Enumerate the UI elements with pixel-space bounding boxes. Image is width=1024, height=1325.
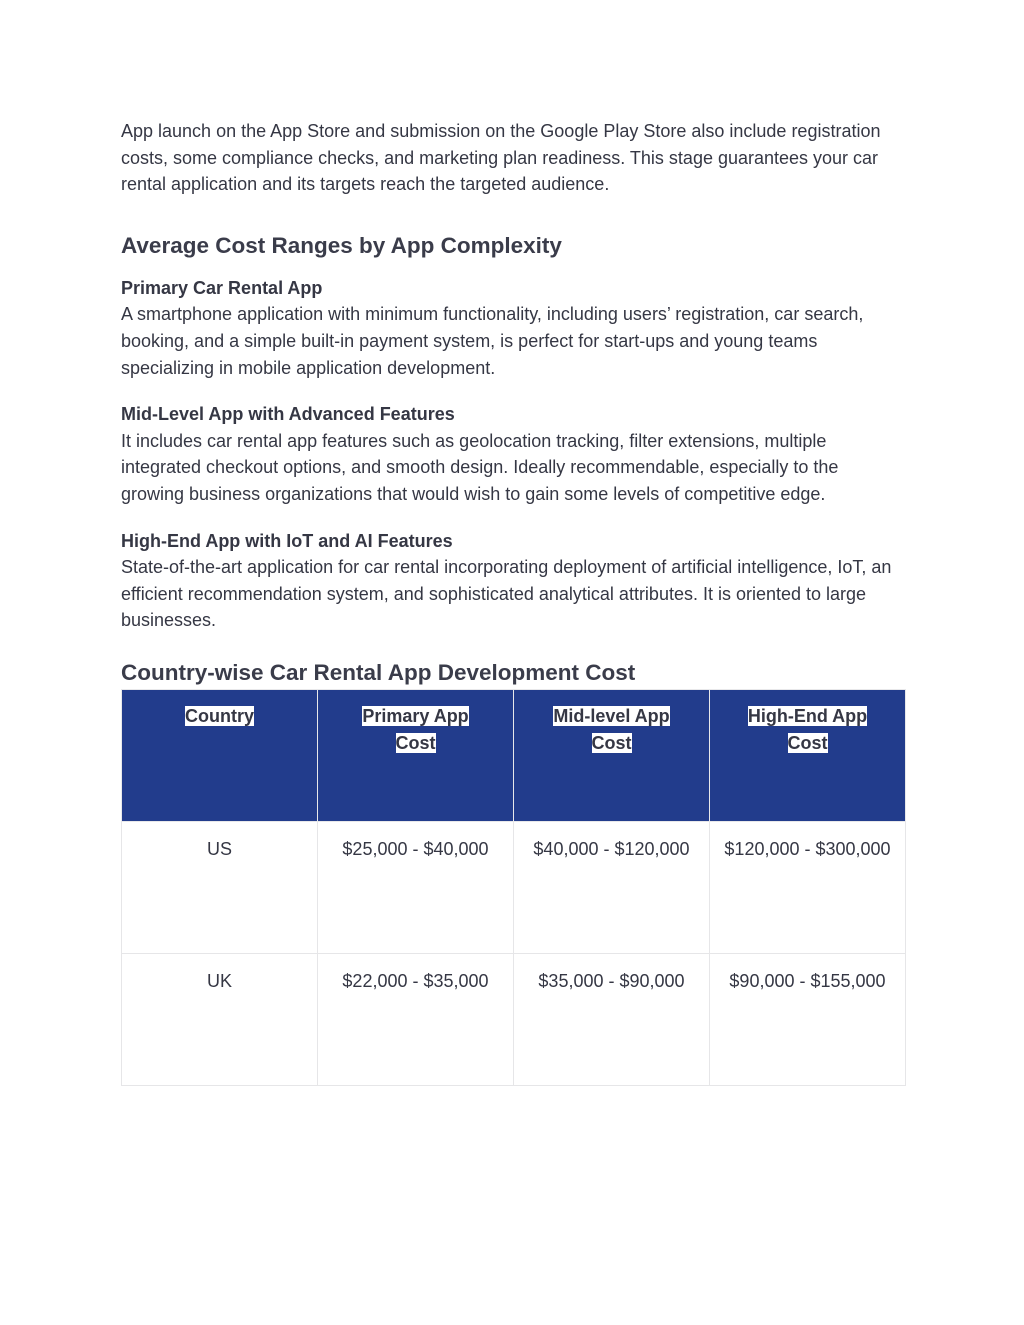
document-page	[121, 118, 905, 1086]
intro-paragraph: App launch on the App Store and submission on the Google Play Store also include registration costs, some compliance checks, and marketing plan readiness. This stage guarantees your car rental application and its targets reach the targeted audience.	[121, 121, 881, 195]
tier-description: A smartphone application with minimum functionality, including users’ registration, car search, booking, and a simple built-in payment system, is perfect for start-ups and young teams specializing in mobile application development.	[121, 304, 864, 378]
header-text: Mid-level App	[553, 705, 670, 726]
tier-title: Primary Car Rental App	[121, 277, 323, 298]
tier-mid-level	[121, 401, 905, 507]
tier-high-end	[121, 528, 905, 634]
header-text: Primary App	[362, 705, 469, 726]
cell-mid-level-cost: $35,000 - $90,000	[514, 953, 710, 1085]
tier-description: State-of-the-art application for car rental incorporating deployment of artificial intelligence, IoT, an efficient recommendation system, and sophisticated analytical attributes. It is oriented to large businesses.	[121, 557, 892, 631]
tier-title: High-End App with IoT and AI Features	[121, 530, 453, 551]
cell-country: US	[122, 821, 318, 953]
cell-high-end-cost: $90,000 - $155,000	[710, 953, 906, 1085]
header-text: Cost	[591, 732, 632, 753]
cell-primary-cost: $22,000 - $35,000	[318, 953, 514, 1085]
column-header-primary-cost	[318, 689, 514, 821]
tier-description: It includes car rental app features such as geolocation tracking, filter extensions, multiple integrated checkout options, and smooth design. Ideally recommendable, especially to the growing business organizations that would wish to gain some levels of competitive edge.	[121, 430, 839, 504]
column-header-mid-level-cost	[514, 689, 710, 821]
column-header-country	[122, 689, 318, 821]
column-header-high-end-cost	[710, 689, 906, 821]
tier-primary	[121, 275, 905, 381]
cell-mid-level-cost: $40,000 - $120,000	[514, 821, 710, 953]
cell-primary-cost: $25,000 - $40,000	[318, 821, 514, 953]
table-row	[122, 821, 906, 953]
header-text: Cost	[395, 732, 436, 753]
header-text: Cost	[787, 732, 828, 753]
cost-table	[121, 689, 906, 1086]
cell-country: UK	[122, 953, 318, 1085]
section-heading-country: Country-wise Car Rental App Development Cost	[121, 659, 636, 685]
tier-title: Mid-Level App with Advanced Features	[121, 404, 455, 425]
header-text: Country	[185, 705, 254, 726]
cell-high-end-cost: $120,000 - $300,000	[710, 821, 906, 953]
section-heading-complexity: Average Cost Ranges by App Complexity	[121, 232, 562, 258]
header-text: High-End App	[747, 705, 868, 726]
table-row	[122, 953, 906, 1085]
table-header-row	[122, 689, 906, 821]
